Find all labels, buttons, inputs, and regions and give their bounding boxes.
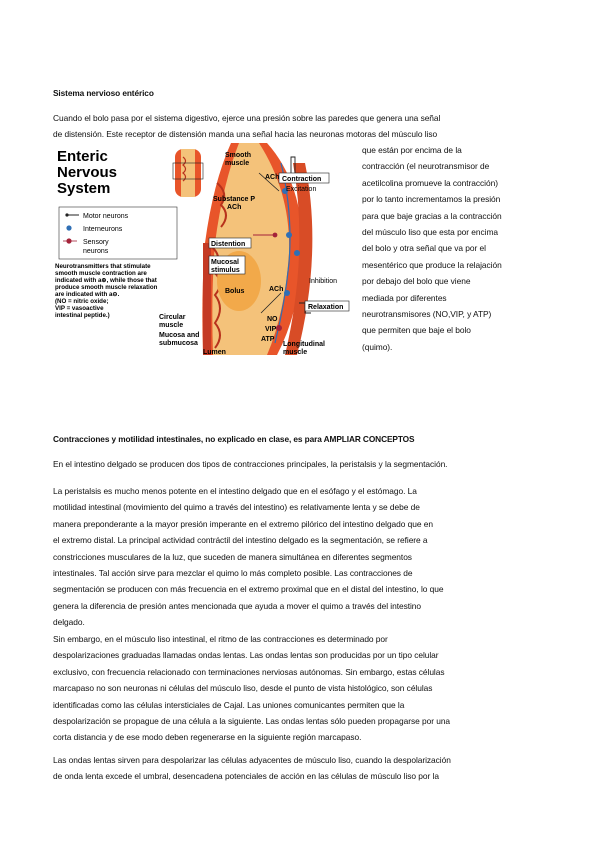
text-line: neurotransmisores (NO,VIP, y ATP): [362, 309, 492, 320]
figure-title-line: Nervous: [57, 164, 118, 181]
label-muscle: muscle: [225, 160, 250, 167]
note-line: Neurotransmitters that stimulate: [55, 263, 151, 270]
intro-paragraph: [53, 110, 440, 143]
legend-inter: Interneurons: [83, 226, 123, 233]
figure-legend: [59, 207, 177, 259]
text-line: exclusivo, con frecuencia relacionado con terminaciones nerviosas autónomas. Sin embargo, estas células: [53, 666, 445, 677]
text-line: mesentérico que produce la relajación: [362, 259, 502, 270]
note-line: VIP = vasoactive: [55, 305, 104, 312]
label-ach: ACh: [265, 174, 280, 181]
text-line: del músculo liso que esta por encima: [362, 227, 498, 238]
paragraph-2: [53, 483, 443, 631]
text-line: que están por encima de la: [362, 145, 462, 155]
label-relaxation: Relaxation: [308, 304, 344, 311]
figure-title-line: Enteric: [57, 148, 108, 165]
text-line: identificadas como las células intersticiales de Cajal. Las uniones comunicantes permiten que la: [53, 699, 405, 710]
label-substance-p: Substance P: [213, 196, 256, 203]
text-line: Sin embargo, en el músculo liso intestinal, el ritmo de las contracciones es determinado por: [53, 634, 388, 644]
section-title-contracciones: Contracciones y motilidad intestinales, no explicado en clase, es para AMPLIAR CONCEPTOS: [53, 434, 415, 444]
text-line: contracción (el neurotransmisor de: [362, 161, 490, 172]
label-mucosa: Mucosa and: [159, 332, 200, 339]
text-line: segmentación se producen con más frecuencia en el extremo proximal que en el distal del intestino, lo que: [53, 584, 444, 595]
paragraph-1: [53, 456, 447, 472]
label-ach-2: ACh: [269, 286, 284, 293]
text-line: de distensión. Este receptor de distensión manda una señal hacia las neuronas motoras del músculo liso: [53, 129, 438, 140]
label-no: NO: [267, 316, 278, 323]
enteric-nervous-system-figure: [53, 143, 353, 355]
figure-note: [55, 263, 158, 319]
text-line: intestinales. Tal acción sirve para mezclar el quimo lo más completo posible. Las contracciones de: [53, 568, 413, 579]
label-atp: ATP: [261, 336, 275, 343]
text-line: motilidad intestinal (movimiento del quimo a través del intestino) es relativamente lenta y se debe de: [53, 502, 420, 513]
label-circular: Circular: [159, 314, 186, 321]
label-stimulus: stimulus: [211, 267, 240, 274]
label-longitudinal-muscle: muscle: [283, 349, 308, 355]
text-line: marcapaso no son neuronas ni células del músculo liso, desde el punto de vista histológico, son células: [53, 683, 433, 694]
note-line: indicated with a⊕, while those that: [55, 277, 157, 284]
text-line: acetilcolina promueve la contracción): [362, 177, 498, 188]
side-paragraph: [362, 142, 502, 355]
label-bolus: Bolus: [225, 288, 245, 295]
label-distention: Distention: [211, 241, 246, 248]
label-mucosal: Mucosal: [211, 259, 240, 266]
legend-sensory: Sensory: [83, 239, 109, 246]
label-contraction: Contraction: [282, 176, 322, 183]
label-vip: VIP: [265, 326, 277, 333]
text-line: delgado.: [53, 617, 85, 628]
text-line: del bolo y otra señal que va por el: [362, 243, 486, 254]
label-ach-3: ACh: [227, 204, 242, 211]
interneuron-icon: [66, 225, 71, 230]
text-line: que permiten que baje el bolo: [362, 325, 471, 336]
label-lumen: Lumen: [203, 349, 226, 355]
text-line: constricciones musculares de la luz, que suceden de manera simultánea en diferentes segmentos: [53, 551, 412, 562]
text-line: despolarización se propague de una célula a la siguiente. Las ondas lentas sólo pueden propagarse por una: [53, 716, 451, 727]
paragraph-3: [53, 631, 450, 746]
text-line: de onda lenta excede el umbral, desencadena potenciales de acción en las células de músculo liso por la: [53, 771, 439, 782]
text-line: corta distancia y de ese modo deben regenerarse en la siguiente región marcapaso.: [53, 732, 362, 743]
paragraph-4: [53, 752, 451, 785]
text-line: Las ondas lentas sirven para despolarizar las células adyacentes de músculo liso, cuando la despolarización: [53, 755, 451, 765]
label-smooth: Smooth: [225, 152, 252, 159]
text-line: mediada por diferentes: [362, 292, 447, 303]
intestine-thumbnail: [173, 149, 203, 197]
note-line: smooth muscle contraction are: [55, 270, 147, 277]
text-line: por lo tanto incrementamos la presión: [362, 194, 501, 205]
label-circular-muscle: muscle: [159, 322, 184, 329]
text-line: Cuando el bolo pasa por el sistema digestivo, ejerce una presión sobre las paredes que genera una señal: [53, 113, 441, 123]
section-title-enteric: Sistema nervioso entérico: [53, 88, 154, 98]
figure-title-line: System: [57, 180, 111, 197]
text-line: despolarizaciones graduadas llamadas ondas lentas. Las ondas lentas son producidas por un tipo celular: [53, 650, 439, 661]
label-submucosa: submucosa: [159, 340, 198, 347]
note-line: are indicated with a⊖.: [55, 291, 120, 298]
text-line: En el intestino delgado se producen dos tipos de contracciones principales, la peristalsis y la segmentación.: [53, 459, 448, 469]
text-line: manera preponderante a la mayor presión imperante en el extremo pilórico del intestino delgado que en: [53, 518, 433, 529]
label-excitation: Excitation: [286, 186, 317, 193]
text-line: La peristalsis es mucho menos potente en el intestino delgado que en el esófago y el estómago. La: [53, 486, 417, 496]
text-line: (quimo).: [362, 341, 393, 352]
note-line: produce smooth muscle relaxation: [55, 284, 158, 291]
note-line: (NO = nitric oxide;: [55, 298, 109, 305]
text-line: para que baje gracias a la contracción: [362, 210, 502, 221]
label-longitudinal: Longitudinal: [283, 341, 325, 348]
text-line: el extremo distal. La principal actividad contráctil del intestino delgado es la segmentación, se refiere a: [53, 535, 428, 546]
legend-sensory-2: neurons: [83, 248, 109, 255]
label-inhibition: Inhibition: [309, 278, 338, 285]
note-line: intestinal peptide.): [55, 312, 110, 319]
legend-motor: Motor neurons: [83, 213, 129, 220]
text-line: por debajo del bolo que viene: [362, 276, 471, 287]
text-line: genera la diferencia de presión antes mencionada que ayuda a mover el quimo a través del intestino: [53, 600, 422, 611]
